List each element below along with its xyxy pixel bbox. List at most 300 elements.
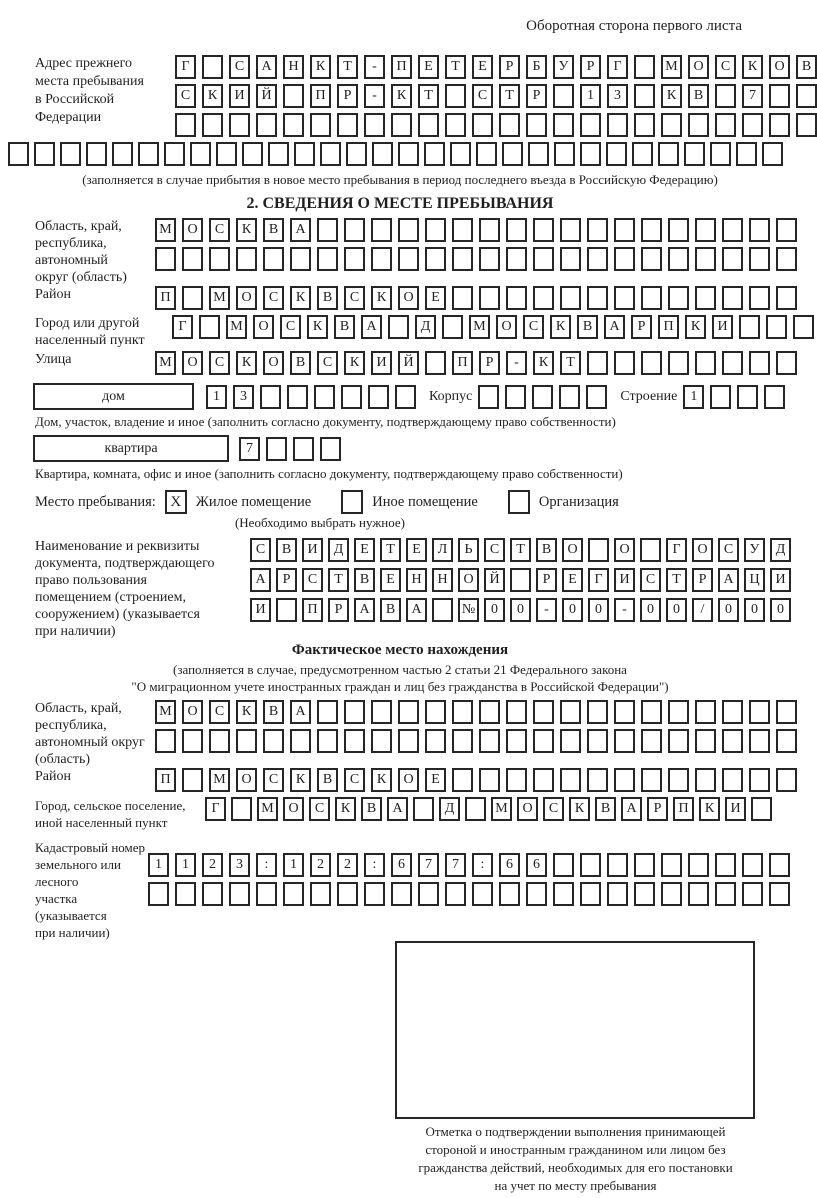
char-cell — [695, 700, 716, 724]
char-cell: Т — [418, 84, 439, 108]
char-cell: О — [263, 351, 284, 375]
char-cell: В — [317, 286, 338, 310]
char-cell: Т — [445, 55, 466, 79]
char-cell — [533, 729, 554, 753]
char-cell — [715, 882, 736, 906]
char-cell: 1 — [283, 853, 304, 877]
char-cell — [796, 113, 817, 137]
apartment-box: квартира — [33, 435, 229, 462]
char-cell — [371, 729, 392, 753]
char-cell: И — [250, 598, 271, 622]
char-cell — [337, 113, 358, 137]
actual-district-field — [35, 768, 800, 792]
char-cell: 1 — [175, 853, 196, 877]
char-cell: Р — [631, 315, 652, 339]
char-cell: П — [302, 598, 323, 622]
char-cell — [506, 768, 527, 792]
district-row — [155, 286, 797, 310]
char-cell: А — [256, 55, 277, 79]
char-cell — [532, 385, 553, 409]
char-cell — [510, 568, 531, 592]
char-cell: Е — [472, 55, 493, 79]
char-cell — [553, 882, 574, 906]
document-row-3 — [250, 598, 791, 622]
char-cell — [533, 218, 554, 242]
char-cell: Н — [432, 568, 453, 592]
char-cell — [766, 315, 787, 339]
char-cell: К — [661, 84, 682, 108]
char-cell: Б — [526, 55, 547, 79]
char-cell — [287, 385, 308, 409]
char-cell: С — [472, 84, 493, 108]
char-cell — [668, 247, 689, 271]
char-cell — [661, 113, 682, 137]
char-cell — [424, 142, 445, 166]
char-cell — [499, 882, 520, 906]
char-cell — [560, 768, 581, 792]
char-cell — [533, 768, 554, 792]
char-cell — [182, 247, 203, 271]
char-cell: К — [371, 768, 392, 792]
char-cell: О — [182, 700, 203, 724]
char-cell: 0 — [562, 598, 583, 622]
char-cell — [182, 729, 203, 753]
char-cell: А — [387, 797, 408, 821]
char-cell — [155, 247, 176, 271]
char-cell — [263, 729, 284, 753]
char-cell — [749, 700, 770, 724]
char-cell — [290, 729, 311, 753]
document-field — [35, 538, 800, 640]
checkbox-other-premises — [341, 490, 363, 514]
char-cell — [776, 700, 797, 724]
char-cell — [742, 882, 763, 906]
label-line: документа, подтверждающего — [35, 556, 215, 571]
char-cell — [505, 385, 526, 409]
char-cell — [715, 84, 736, 108]
char-cell: 0 — [718, 598, 739, 622]
char-cell — [256, 882, 277, 906]
char-cell — [560, 286, 581, 310]
char-cell: А — [354, 598, 375, 622]
char-cell — [661, 853, 682, 877]
char-cell: 1 — [683, 385, 704, 409]
char-cell — [398, 247, 419, 271]
label-line: автономный — [35, 253, 108, 268]
char-cell — [641, 700, 662, 724]
char-cell — [764, 385, 785, 409]
cadastral-label — [35, 839, 148, 941]
char-cell: С — [718, 538, 739, 562]
char-cell — [580, 882, 601, 906]
char-cell: Ц — [744, 568, 765, 592]
char-cell — [553, 113, 574, 137]
char-cell: П — [658, 315, 679, 339]
actual-city-label — [35, 797, 205, 831]
char-cell: И — [302, 538, 323, 562]
region-label — [35, 218, 155, 286]
char-cell: О — [182, 351, 203, 375]
char-cell: Л — [432, 538, 453, 562]
char-cell: Г — [172, 315, 193, 339]
char-cell: П — [155, 768, 176, 792]
char-cell — [452, 286, 473, 310]
char-cell — [344, 247, 365, 271]
label-line: сооружением) (указывается — [35, 607, 200, 622]
label-line: Адрес прежнего — [35, 56, 132, 71]
char-cell — [776, 729, 797, 753]
char-cell — [710, 385, 731, 409]
char-cell — [229, 882, 250, 906]
char-cell: К — [550, 315, 571, 339]
label-line: автономный округ — [35, 735, 145, 750]
char-cell: А — [604, 315, 625, 339]
char-cell — [371, 700, 392, 724]
char-cell: У — [553, 55, 574, 79]
char-cell: С — [309, 797, 330, 821]
char-cell — [260, 385, 281, 409]
char-cell: Т — [560, 351, 581, 375]
char-cell — [231, 797, 252, 821]
char-cell: П — [310, 84, 331, 108]
char-cell — [587, 351, 608, 375]
char-cell — [290, 247, 311, 271]
char-cell — [668, 768, 689, 792]
char-cell: В — [276, 538, 297, 562]
char-cell — [668, 729, 689, 753]
char-cell: Г — [175, 55, 196, 79]
char-cell — [283, 882, 304, 906]
char-cell: В — [290, 351, 311, 375]
char-cell — [722, 700, 743, 724]
char-cell: О — [283, 797, 304, 821]
char-cell — [749, 768, 770, 792]
char-cell: С — [640, 568, 661, 592]
char-cell — [372, 142, 393, 166]
char-cell — [337, 882, 358, 906]
char-cell: Е — [380, 568, 401, 592]
char-cell — [425, 700, 446, 724]
char-cell: 0 — [744, 598, 765, 622]
char-cell: С — [263, 768, 284, 792]
char-cell: В — [688, 84, 709, 108]
char-cell — [364, 882, 385, 906]
char-cell — [452, 768, 473, 792]
char-cell: 7 — [742, 84, 763, 108]
char-cell — [425, 247, 446, 271]
cadastral-row-2 — [148, 882, 790, 906]
street-field — [35, 351, 800, 375]
char-cell: В — [796, 55, 817, 79]
district-label: Район — [35, 287, 71, 302]
caption-line: на учет по месту пребывания — [494, 1178, 657, 1193]
caption-line: гражданства действий, необходимых для его постановки — [418, 1160, 733, 1175]
char-cell — [776, 351, 797, 375]
char-cell — [776, 247, 797, 271]
char-cell: О — [562, 538, 583, 562]
char-cell: П — [673, 797, 694, 821]
actual-location-heading: Фактическое место нахождения — [291, 642, 509, 658]
prev-address-note: (заполняется в случае прибытия в новое место пребывания в период последнего въезда в Российскую Федерацию) — [82, 172, 718, 187]
char-cell — [560, 729, 581, 753]
char-cell: 7 — [418, 853, 439, 877]
char-cell — [175, 882, 196, 906]
house-number-cells — [206, 385, 416, 409]
char-cell — [182, 768, 203, 792]
char-cell — [796, 84, 817, 108]
char-cell: Р — [536, 568, 557, 592]
char-cell — [371, 247, 392, 271]
note-line: "О миграционном учете иностранных граждан и лиц без гражданства в Российской Федерации") — [131, 679, 669, 694]
char-cell: 0 — [640, 598, 661, 622]
char-cell — [751, 797, 772, 821]
char-cell: № — [458, 598, 479, 622]
char-cell — [614, 286, 635, 310]
char-cell: Й — [398, 351, 419, 375]
label-line: участка (указывается — [35, 891, 107, 923]
char-cell — [749, 286, 770, 310]
char-cell: 7 — [239, 437, 260, 461]
label-line: при наличии) — [35, 925, 110, 940]
char-cell: Д — [415, 315, 436, 339]
char-cell — [688, 882, 709, 906]
apartment-cells — [239, 437, 341, 461]
char-cell — [310, 113, 331, 137]
char-cell — [138, 142, 159, 166]
char-cell — [432, 598, 453, 622]
char-cell: М — [469, 315, 490, 339]
label-line: республика, — [35, 236, 107, 251]
char-cell — [553, 853, 574, 877]
char-cell — [722, 768, 743, 792]
city-row — [172, 315, 814, 339]
street-label: Улица — [35, 352, 72, 367]
char-cell: О — [517, 797, 538, 821]
label-line: места пребывания — [35, 74, 144, 89]
char-cell — [216, 142, 237, 166]
cadastral-field — [35, 839, 800, 941]
char-cell — [614, 247, 635, 271]
korpus-label: Корпус — [429, 388, 473, 404]
char-cell: К — [699, 797, 720, 821]
char-cell: Р — [499, 55, 520, 79]
char-cell — [641, 286, 662, 310]
char-cell: Г — [607, 55, 628, 79]
char-cell — [202, 113, 223, 137]
actual-district-label: Район — [35, 769, 71, 784]
char-cell: С — [209, 218, 230, 242]
char-cell — [506, 700, 527, 724]
char-cell — [317, 247, 338, 271]
house-row — [33, 383, 800, 410]
page-corner-title: Оборотная сторона первого листа — [526, 18, 742, 34]
char-cell: : — [256, 853, 277, 877]
char-cell — [294, 142, 315, 166]
char-cell: 7 — [445, 853, 466, 877]
char-cell: Ь — [458, 538, 479, 562]
char-cell — [476, 142, 497, 166]
char-cell — [634, 882, 655, 906]
char-cell: В — [354, 568, 375, 592]
note-line: (заполняется в случае, предусмотренном частью 2 статьи 21 Федерального закона — [173, 662, 627, 677]
stay-type-row — [35, 490, 800, 514]
char-cell: О — [253, 315, 274, 339]
char-cell: 0 — [484, 598, 505, 622]
char-cell — [155, 729, 176, 753]
char-cell — [560, 700, 581, 724]
char-cell — [641, 768, 662, 792]
char-cell — [502, 142, 523, 166]
char-cell: 2 — [337, 853, 358, 877]
char-cell: К — [685, 315, 706, 339]
char-cell: П — [391, 55, 412, 79]
char-cell: В — [536, 538, 557, 562]
char-cell: 3 — [607, 84, 628, 108]
char-cell: С — [302, 568, 323, 592]
char-cell — [526, 113, 547, 137]
char-cell: У — [744, 538, 765, 562]
label-line: Наименование и реквизиты — [35, 539, 200, 554]
char-cell: 0 — [510, 598, 531, 622]
checkbox-organization — [508, 490, 530, 514]
char-cell — [268, 142, 289, 166]
prev-address-field — [35, 55, 812, 137]
char-cell — [526, 882, 547, 906]
char-cell — [587, 729, 608, 753]
char-cell: К — [236, 218, 257, 242]
char-cell — [398, 700, 419, 724]
char-cell: А — [621, 797, 642, 821]
char-cell — [478, 385, 499, 409]
char-cell — [684, 142, 705, 166]
region-field — [35, 218, 800, 286]
char-cell: Т — [328, 568, 349, 592]
char-cell — [472, 882, 493, 906]
char-cell: М — [155, 218, 176, 242]
char-cell: Р — [276, 568, 297, 592]
char-cell: К — [290, 286, 311, 310]
option-other-premises-label: Иное помещение — [372, 493, 478, 510]
char-cell — [452, 247, 473, 271]
char-cell — [588, 538, 609, 562]
char-cell: О — [236, 768, 257, 792]
char-cell: - — [364, 84, 385, 108]
char-cell: К — [569, 797, 590, 821]
prev-address-row-1 — [175, 55, 817, 79]
char-cell: С — [484, 538, 505, 562]
section2-heading: 2. СВЕДЕНИЯ О МЕСТЕ ПРЕБЫВАНИЯ — [246, 195, 554, 212]
char-cell: С — [523, 315, 544, 339]
char-cell — [661, 882, 682, 906]
char-cell — [688, 113, 709, 137]
char-cell — [560, 247, 581, 271]
stamp-caption — [383, 1123, 768, 1195]
label-line: Город или другой — [35, 316, 140, 331]
char-cell: В — [361, 797, 382, 821]
char-cell: К — [391, 84, 412, 108]
char-cell — [634, 55, 655, 79]
char-cell — [445, 113, 466, 137]
korpus-cells — [478, 385, 607, 409]
char-cell — [266, 437, 287, 461]
char-cell — [769, 882, 790, 906]
char-cell — [606, 142, 627, 166]
char-cell: К — [742, 55, 763, 79]
char-cell: С — [280, 315, 301, 339]
char-cell — [398, 142, 419, 166]
char-cell — [580, 113, 601, 137]
char-cell — [533, 247, 554, 271]
char-cell: Е — [562, 568, 583, 592]
char-cell — [641, 247, 662, 271]
actual-location-note — [0, 661, 800, 695]
label-line: Область, край, — [35, 219, 122, 234]
char-cell — [580, 142, 601, 166]
char-cell: Р — [526, 84, 547, 108]
char-cell: 2 — [310, 853, 331, 877]
stroenie-cells — [683, 385, 785, 409]
char-cell: Р — [328, 598, 349, 622]
char-cell: Р — [692, 568, 713, 592]
char-cell: М — [661, 55, 682, 79]
char-cell: / — [692, 598, 713, 622]
label-line: населенный пункт — [35, 333, 145, 348]
char-cell: О — [688, 55, 709, 79]
char-cell — [695, 247, 716, 271]
street-row — [155, 351, 797, 375]
prev-address-row-3 — [175, 113, 817, 137]
char-cell — [479, 247, 500, 271]
char-cell — [528, 142, 549, 166]
char-cell — [182, 286, 203, 310]
city-label — [35, 315, 155, 349]
char-cell — [695, 218, 716, 242]
label-line: (область) — [35, 752, 91, 767]
char-cell: Д — [770, 538, 791, 562]
char-cell — [634, 853, 655, 877]
char-cell — [776, 286, 797, 310]
char-cell: К — [335, 797, 356, 821]
char-cell: С — [344, 768, 365, 792]
char-cell: А — [290, 700, 311, 724]
char-cell — [236, 247, 257, 271]
char-cell — [641, 218, 662, 242]
form-back-page — [0, 18, 812, 1198]
char-cell: К — [344, 351, 365, 375]
char-cell — [762, 142, 783, 166]
char-cell: О — [398, 768, 419, 792]
prev-address-row-2 — [175, 84, 817, 108]
char-cell: 3 — [233, 385, 254, 409]
char-cell — [715, 113, 736, 137]
char-cell: - — [614, 598, 635, 622]
char-cell — [341, 385, 362, 409]
char-cell — [344, 218, 365, 242]
char-cell: С — [263, 286, 284, 310]
char-cell: Т — [337, 55, 358, 79]
char-cell: С — [543, 797, 564, 821]
char-cell: 6 — [391, 853, 412, 877]
char-cell — [737, 385, 758, 409]
char-cell — [8, 142, 29, 166]
char-cell: М — [209, 768, 230, 792]
char-cell: О — [692, 538, 713, 562]
char-cell — [479, 729, 500, 753]
char-cell: О — [769, 55, 790, 79]
char-cell: К — [371, 286, 392, 310]
char-cell — [554, 142, 575, 166]
char-cell: В — [263, 700, 284, 724]
